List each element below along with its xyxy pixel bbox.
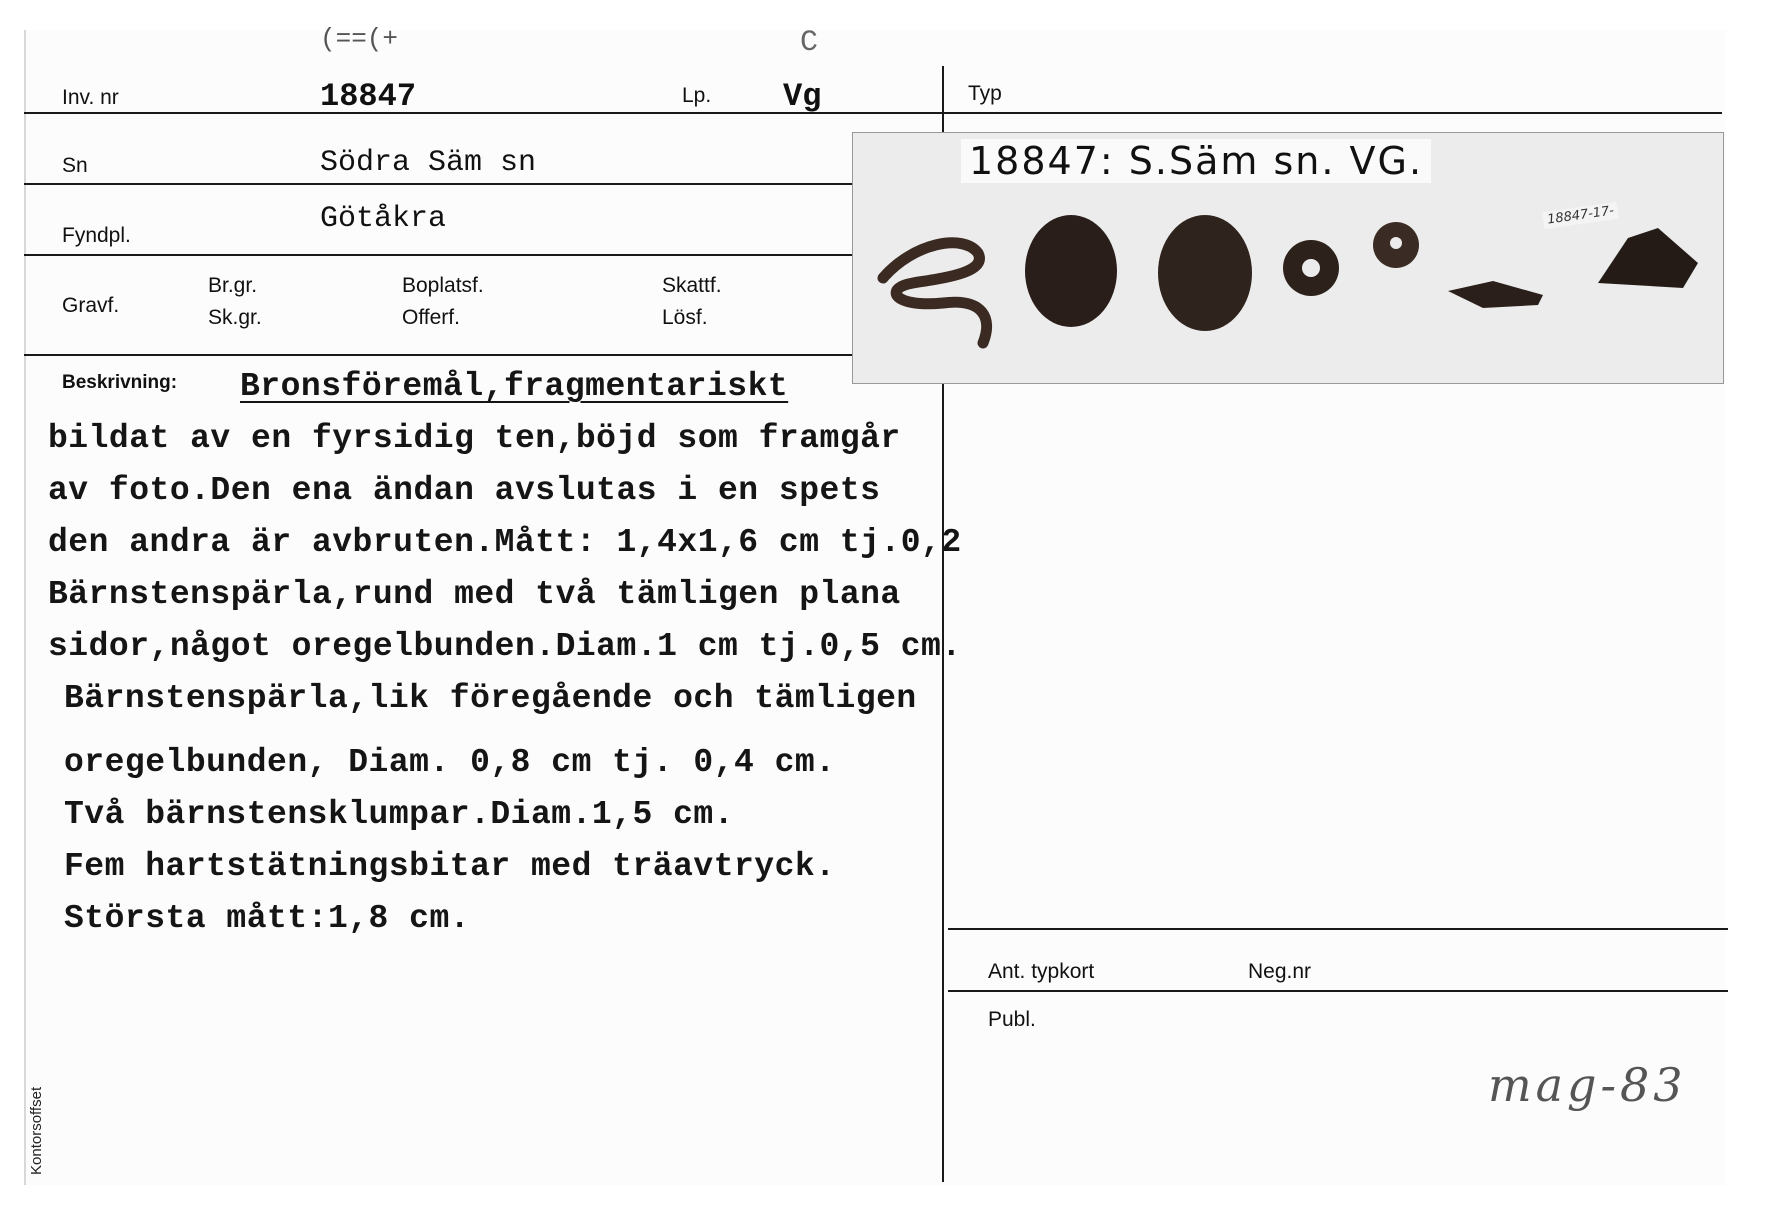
photo-caption: 18847: S.Säm sn. VG.	[961, 139, 1431, 183]
rule-ant	[948, 928, 1728, 930]
lp-label: Lp.	[682, 84, 712, 107]
skgr-label: Sk.gr.	[208, 306, 262, 329]
inv-nr-value: 18847	[320, 78, 417, 115]
bead-hole	[1302, 259, 1320, 277]
artifact-photo	[852, 132, 1724, 384]
amber-lump-1	[1158, 215, 1252, 331]
photo-tag: 18847-17-	[1542, 202, 1619, 229]
rule-gravf	[24, 354, 852, 356]
amber-bead-1	[1025, 215, 1117, 327]
desc-line-4: den andra är avbruten.Mått: 1,4x1,6 cm tj.0,2	[48, 524, 962, 561]
ant-typkort-label: Ant. typkort	[988, 960, 1095, 983]
boplatsf-label: Boplatsf.	[402, 274, 484, 297]
desc-line-11: Största mått:1,8 cm.	[64, 900, 471, 937]
fyndpl-value: Götåkra	[320, 202, 447, 236]
handwritten-note: mag-83	[1488, 1058, 1687, 1112]
desc-line-2: bildat av en fyrsidig ten,böjd som framgår	[48, 420, 901, 457]
fyndpl-label: Fyndpl.	[62, 224, 131, 247]
resin-fragment-1	[1448, 281, 1543, 308]
scribble-mark: (==(+	[320, 24, 399, 54]
inv-nr-label: Inv. nr	[62, 86, 119, 109]
desc-line-10: Fem hartstätningsbitar med träavtryck.	[64, 848, 836, 885]
gravf-label: Gravf.	[62, 294, 120, 317]
printer-imprint: Kontorsoffset	[28, 1086, 45, 1175]
desc-line-3: av foto.Den ena ändan avslutas i en spets	[48, 472, 881, 509]
amber-bead-3	[1373, 222, 1419, 268]
bead-hole-2	[1390, 237, 1402, 249]
amber-bead-2	[1283, 240, 1339, 296]
sn-value: Södra Säm sn	[320, 146, 537, 180]
skattf-label: Skattf.	[662, 274, 722, 297]
desc-line-6: sidor,något oregelbunden.Diam.1 cm tj.0,5 cm.	[48, 628, 962, 665]
rule-fyndpl	[24, 254, 852, 256]
neg-nr-label: Neg.nr	[1248, 960, 1312, 983]
typ-label: Typ	[968, 82, 1002, 105]
rule-inv	[24, 112, 1722, 114]
desc-line-5: Bärnstenspärla,rund med två tämligen plana	[48, 576, 901, 613]
publ-label: Publ.	[988, 1008, 1036, 1031]
bronze-object	[883, 243, 987, 343]
beskrivning-label: Beskrivning:	[62, 372, 178, 393]
rule-publ	[948, 990, 1728, 992]
brgr-label: Br.gr.	[208, 274, 258, 297]
c-mark: C	[800, 26, 819, 60]
desc-line-1: Bronsföremål,fragmentariskt	[240, 368, 789, 405]
desc-line-7: Bärnstenspärla,lik föregående och tämligen	[64, 680, 917, 717]
offerf-label: Offerf.	[402, 306, 460, 329]
losf-label: Lösf.	[662, 306, 708, 329]
rule-sn	[24, 183, 852, 185]
resin-fragment-2	[1598, 228, 1698, 288]
desc-line-9: Två bärnstensklumpar.Diam.1,5 cm.	[64, 796, 735, 833]
lp-value: Vg	[783, 78, 822, 115]
desc-line-8: oregelbunden, Diam. 0,8 cm tj. 0,4 cm.	[64, 744, 836, 781]
sn-label: Sn	[62, 154, 88, 177]
